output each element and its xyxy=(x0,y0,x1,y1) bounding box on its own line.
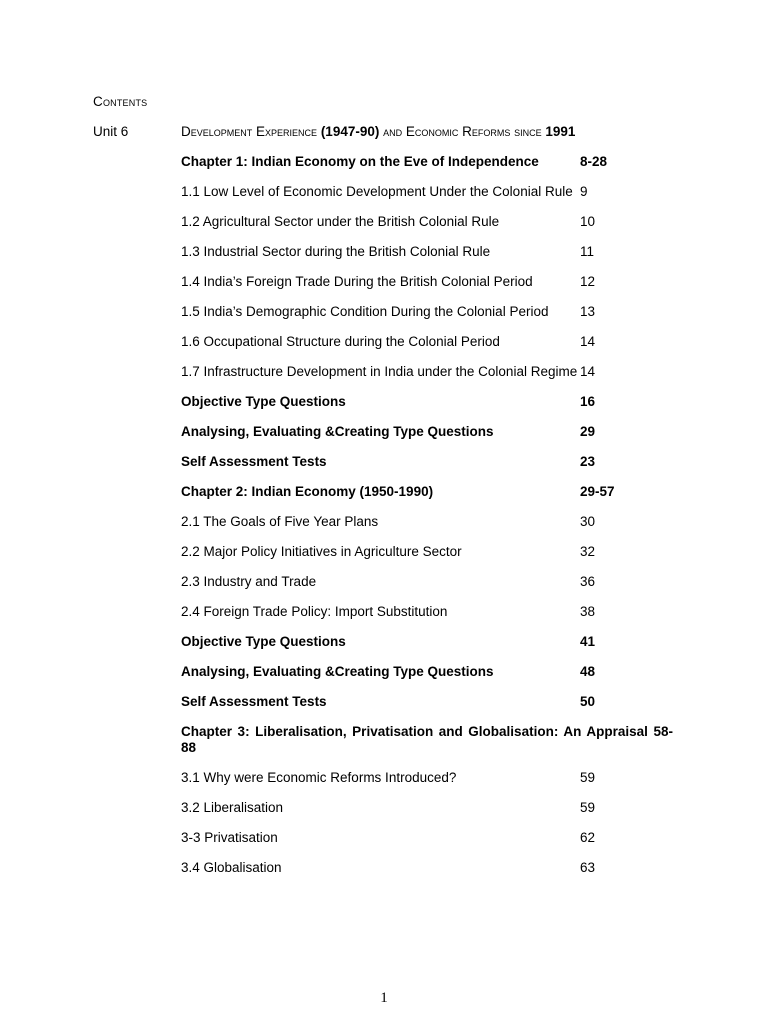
toc-entry-heading xyxy=(181,484,673,500)
toc-entry-page: 32 xyxy=(580,544,596,559)
toc-entry-page: 59 xyxy=(580,800,596,815)
toc-entry-heading xyxy=(181,664,673,680)
toc-entry-page: 16 xyxy=(580,394,596,409)
toc-entry xyxy=(181,514,673,530)
toc-entry xyxy=(181,800,673,816)
toc-entry-page: 41 xyxy=(580,634,596,649)
toc-entry-title: 2.4 Foreign Trade Policy: Import Substitution xyxy=(181,604,448,619)
toc-entry-page: 29 xyxy=(580,424,596,439)
toc-entry xyxy=(181,604,673,620)
toc-entry-heading xyxy=(181,724,673,756)
toc-entry xyxy=(181,544,673,560)
toc-entry-page: 12 xyxy=(580,274,596,289)
toc-entry-title: 1.5 India’s Demographic Condition During the Colonial Period xyxy=(181,304,549,319)
table-of-contents xyxy=(181,154,681,890)
toc-entry-title: 1.6 Occupational Structure during the Colonial Period xyxy=(181,334,500,349)
toc-entry-page: 14 xyxy=(580,334,596,349)
toc-entry-title: Self Assessment Tests xyxy=(181,694,327,709)
toc-entry-title: 2.2 Major Policy Initiatives in Agriculture Sector xyxy=(181,544,462,559)
toc-entry-title: Self Assessment Tests xyxy=(181,454,327,469)
toc-entry-title: Analysing, Evaluating &Creating Type Questions xyxy=(181,664,494,679)
toc-entry-title: 1.7 Infrastructure Development in India under the Colonial Regime xyxy=(181,364,578,379)
toc-entry-title: 1.3 Industrial Sector during the British Colonial Rule xyxy=(181,244,491,259)
contents-heading: Contents xyxy=(93,94,148,109)
toc-entry-page: 14 xyxy=(580,364,596,379)
toc-entry xyxy=(181,334,673,350)
toc-entry-page: 10 xyxy=(580,214,596,229)
unit-row xyxy=(93,124,693,144)
toc-entry-page: 48 xyxy=(580,664,596,679)
toc-entry-page: 8-28 xyxy=(580,154,608,169)
toc-entry-page: 13 xyxy=(580,304,596,319)
toc-entry-title: Chapter 1: Indian Economy on the Eve of Independence xyxy=(181,154,539,169)
unit-title xyxy=(181,124,575,139)
toc-entry-heading xyxy=(181,424,673,440)
toc-entry-heading xyxy=(181,694,673,710)
toc-entry-page: 9 xyxy=(580,184,588,199)
toc-entry-title: Objective Type Questions xyxy=(181,394,346,409)
toc-entry-title: 3-3 Privatisation xyxy=(181,830,278,845)
toc-entry-heading xyxy=(181,394,673,410)
toc-entry xyxy=(181,184,673,200)
unit-title-year2: 1991 xyxy=(545,124,576,139)
toc-entry-page: 38 xyxy=(580,604,596,619)
unit-title-part1: Development Experience xyxy=(181,124,318,139)
toc-entry xyxy=(181,830,673,846)
toc-entry-title: Chapter 2: Indian Economy (1950-1990) xyxy=(181,484,434,499)
toc-entry-heading xyxy=(181,454,673,470)
toc-entry xyxy=(181,860,673,876)
toc-entry-page: 50 xyxy=(580,694,596,709)
toc-entry-page: 23 xyxy=(580,454,596,469)
toc-entry-title: 1.2 Agricultural Sector under the British Colonial Rule xyxy=(181,214,500,229)
toc-entry-title: Objective Type Questions xyxy=(181,634,346,649)
toc-entry xyxy=(181,364,673,380)
toc-entry-heading xyxy=(181,634,673,650)
toc-entry-page: 59 xyxy=(580,770,596,785)
toc-entry-page: 63 xyxy=(580,860,596,875)
toc-entry-title: 3.2 Liberalisation xyxy=(181,800,284,815)
page-number: 1 xyxy=(380,990,388,1006)
toc-entry-title: Chapter 3: Liberalisation, Privatisation and Globalisation: An Appraisal 58-88 xyxy=(181,724,673,755)
unit-title-years: (1947-90) xyxy=(320,124,380,139)
toc-entry xyxy=(181,214,673,230)
toc-entry-page: 62 xyxy=(580,830,596,845)
toc-entry xyxy=(181,770,673,786)
toc-entry-title: 1.1 Low Level of Economic Development Under the Colonial Rule xyxy=(181,184,573,199)
toc-entry-title: Analysing, Evaluating &Creating Type Questions xyxy=(181,424,494,439)
toc-entry-page: 30 xyxy=(580,514,596,529)
toc-entry-page: 29-57 xyxy=(580,484,615,499)
toc-entry-title: 1.4 India’s Foreign Trade During the British Colonial Period xyxy=(181,274,533,289)
toc-entry xyxy=(181,574,673,590)
toc-entry-page: 36 xyxy=(580,574,596,589)
unit-label: Unit 6 xyxy=(93,124,129,139)
toc-entry-title: 3.4 Globalisation xyxy=(181,860,282,875)
toc-entry-page: 11 xyxy=(580,244,595,259)
toc-entry-title: 2.1 The Goals of Five Year Plans xyxy=(181,514,379,529)
toc-entry-title: 3.1 Why were Economic Reforms Introduced? xyxy=(181,770,457,785)
toc-entry-heading xyxy=(181,154,673,170)
unit-title-part2: and Economic Reforms since xyxy=(383,124,542,139)
toc-entry xyxy=(181,304,673,320)
toc-entry xyxy=(181,244,673,260)
toc-entry-title: 2.3 Industry and Trade xyxy=(181,574,317,589)
toc-entry xyxy=(181,274,673,290)
